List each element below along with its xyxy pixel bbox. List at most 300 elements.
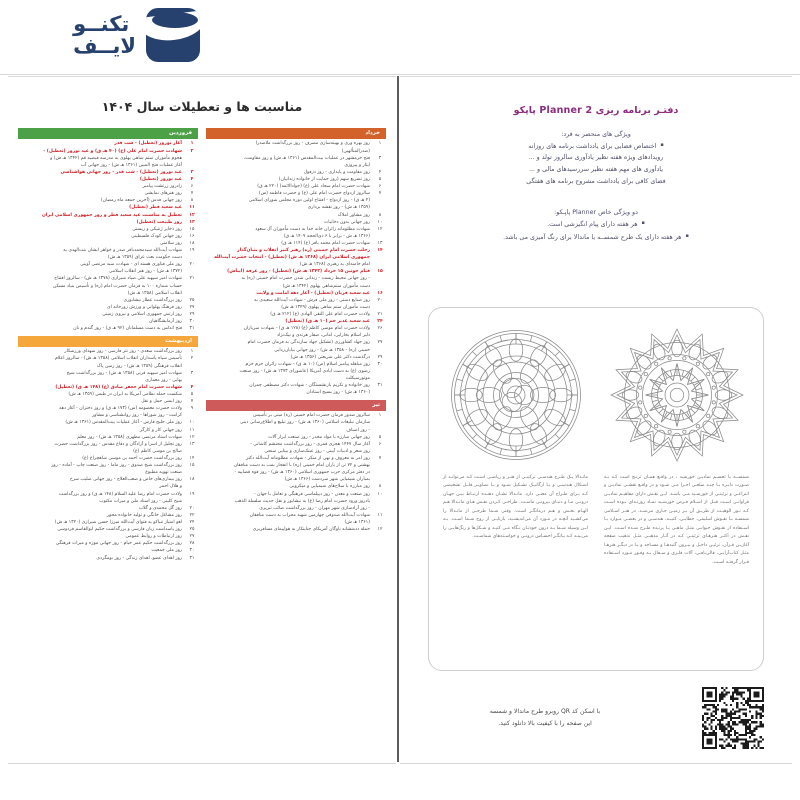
mandala-art-icon — [441, 320, 591, 470]
calendar-event — [206, 262, 386, 269]
calendar-event — [18, 213, 198, 220]
event-day: ۱۲ — [377, 226, 383, 232]
calendar-event — [206, 513, 386, 520]
event-day: ۶ — [378, 184, 382, 190]
event-day: ۱ — [378, 141, 382, 147]
calendar-event — [206, 376, 386, 383]
calendar-event — [206, 184, 386, 191]
event-text: حمله ددمنشانه ناوگان آمریکای جنایتکار به هواپیمای مسافربری — [252, 527, 370, 533]
calendar-event — [206, 449, 386, 456]
event-text: روز بزرگداشت سعدی - روز نثر فارسی - روز شهدای ورزشکار — [64, 349, 182, 355]
event-text: روز ملی خلیج فارس - آغاز عملیات بیت‌المقدس (۱۳۶۱ هـ ش) — [65, 420, 182, 426]
event-text: بهشتی و ۷۲ تن از یاران امام خمینی (ره) با انفجار بمب به دست منافقان — [233, 463, 370, 469]
event-day: ۲۷ — [189, 304, 195, 310]
calendar-event — [206, 484, 386, 491]
event-text: بهایی - روز معماری — [145, 377, 182, 383]
feature-item: رویدادهای ویژه هفته نظیر یادآوری سالروز تولد و ... — [528, 154, 664, 162]
event-text: شهادت امیر سپهبد علی صیاد شیرازی (۱۳۷۸ هـ ش) - سالروز افتتاح — [54, 276, 182, 282]
event-day: ۱۰ — [377, 491, 383, 497]
qr-code[interactable] — [702, 687, 764, 749]
month-header-2: خرداد — [206, 128, 386, 139]
calendar-event — [18, 449, 198, 456]
calendar-event — [18, 420, 198, 427]
event-text: روز جهانی کار و کارگر — [139, 427, 182, 433]
event-text: شهادت آیت‌الله سیدمحمدباقر صدر و خواهر ایشان بنت‌الهدی به — [63, 248, 182, 254]
event-text: - روز اصناف — [346, 427, 370, 433]
event-text: انقلاب فرهنگی (۱۳۵۹ هـ ش) - روز زمین پاک — [96, 363, 182, 369]
calendar-event — [206, 156, 386, 163]
event-day: ۲۲ — [189, 512, 195, 518]
event-text: روز مقاومت و پایداری - روز دزفول — [303, 169, 370, 175]
calendar-event — [18, 220, 198, 227]
calendar-event — [206, 369, 386, 376]
event-text: روز گل محمدی و گلاب — [138, 505, 182, 511]
calendar-event — [18, 356, 198, 363]
calendar-event — [206, 191, 386, 198]
calendar-event — [18, 291, 198, 298]
event-text: روز بهره وری و بهینه‌سازی مصرف - روز بزرگداشت ملاصدرا — [255, 141, 370, 147]
event-day: ۱۹ — [189, 491, 195, 497]
event-text: (۱۳۶۶ هـ ش - برابر با ۶ ذی‌الحجه ۱۴۰۷ هـ ق) — [283, 233, 370, 239]
event-day: ۲۷ — [189, 534, 195, 540]
calendar-event — [18, 312, 198, 319]
event-text: آغاز عملیات فتح المبین (۱۳۶۱ هـ ش) - روز جهانی آب — [80, 162, 182, 168]
event-text: روز بیماری‌های خاص و صعب‌العلاج - روز جهانی صلیب سرخ — [69, 477, 182, 483]
event-day: ۳۱ — [189, 326, 195, 332]
calendar-event — [206, 312, 386, 319]
special-item: ▪هر هفته دارای یک طرح شمســه یا ماندالا برای رنگ آمیزی می باشد. — [424, 232, 768, 244]
calendar-event — [18, 141, 198, 148]
event-text: روز بزرگداشت حکیم عمر خیام - روز جهانی موزه و میراث فرهنگی — [55, 541, 182, 547]
calendar-column-2 — [206, 125, 386, 757]
calendar-event — [18, 255, 198, 262]
event-text: انقلاب اسلامی (۱۳۵۸ هـ ش) — [127, 290, 182, 296]
event-text: جمهوری اسلامی ایران (۱۳۶۸ هـ ش) (تعطیل) - انتخاب حضرت آیت‌الله — [214, 255, 370, 261]
calendar-event — [18, 527, 198, 534]
event-text: روز طبیعت (تعطیل) — [136, 219, 182, 225]
calendar-event — [206, 492, 386, 499]
mandala-caption: مانـدالا یـک طـرح هندسـی ترکیبـی از هنـر و ریاضـی اسـت کـه می‌توانـد از اشـکال هندسـی و یـا ارگانیـک تشـکیل شـود و یـا تصاویـر قابـل تشخیصی کـه بـرای طـراح آن معنـی دارد. مانـدالا نشـان دهنـده ارتبـاط بیـن جهـان درونـی مـا و دنیـای بیرونـی ماسـت. طراحـی کـردن نقـش هـای مانـدالا هـم الهـام بخـش و هـم درمانگـر اسـت. وقتی شـما طرحـی از مانـدالا را می‌کشـید آنچـه در مـورد آن می‌اندیشـید، بازتابـی از روح شـما اسـت. بـه ایـن وسیله شـما بـه درون خودتـان نـگاه مـی کنیـد و شـکل‌ها و رنگ‌هایـی را می‌بینـد کـه بیانگـر احسـاس درونـی و خواسـته‌های شماسـت. — [443, 475, 588, 540]
event-text: (صدرالمتألهین) — [341, 148, 370, 154]
calendar-event — [18, 541, 198, 548]
header-divider — [0, 74, 800, 75]
calendar-event — [18, 428, 198, 435]
event-day: ۱۶ — [189, 233, 195, 239]
event-day: ۱۶ — [377, 290, 383, 296]
event-text: سالروز ازدواج حضرت امام علی (ع) و حضرت فاطمه (س) — [258, 191, 370, 197]
event-text: شهادت حضرت امام محمد باقر (ع) (۱۱۴ هـ ق) — [281, 240, 370, 246]
event-text: روز تجلیل از اسرا و آزادگان و دفاع مقدس - روز بزرگداشت حضرت — [54, 441, 182, 447]
event-day: ۲۴ — [377, 319, 383, 325]
calendar-event — [206, 428, 386, 435]
calendar-event — [18, 326, 198, 333]
event-day: ۳۰ — [189, 548, 195, 554]
event-text: روز فرهنگ پهلوانی و ورزش زورخانه ای — [107, 304, 182, 310]
event-text: روز بزرگداشت حضرت احمد بن موسی شاهچراغ (ع) — [82, 456, 182, 462]
event-text: روز جهانی بدون دخانیات — [324, 219, 370, 225]
calendar-event — [18, 276, 198, 283]
bullet-icon — [682, 232, 689, 244]
event-text: (۱۳۷۲ هـ ش) - روز هنر انقلاب اسلامی — [108, 269, 182, 275]
event-day: ۷ — [190, 191, 194, 197]
event-text: شهادت امیر سپهبد قرنی (۱۳۵۸ هـ ش) - روز بزرگداشت شیخ — [66, 370, 182, 376]
calendar-event — [18, 406, 198, 413]
calendar-event — [18, 262, 198, 269]
calendar-event — [18, 205, 198, 212]
event-day: ۱۰ — [377, 219, 383, 225]
event-text: ایثار و پیروزی — [344, 162, 370, 168]
event-day: ۱۳ — [377, 240, 383, 246]
event-text: روز اهدای عضو، اهدای زندگی - روز بومگردی — [96, 555, 182, 561]
event-text: روز آزمایشگاهیان — [148, 319, 182, 325]
calendar-event — [18, 156, 198, 163]
event-text: - روز جهانی محیط زیست - زندانی شدن حضرت امام خمینی (ره) به — [241, 276, 370, 282]
page-header — [0, 0, 800, 75]
event-text: روز مشاغل خانگی و تولید خانواده محور — [106, 512, 182, 518]
event-day: ۱ — [190, 349, 194, 355]
event-day: ۲۰ — [189, 262, 195, 268]
event-text: ولادت حضرت امام علی النقی الهادی (ع) (۲۱۲ هـ ق) — [270, 312, 370, 318]
artwork-card — [428, 307, 764, 671]
calendar-event — [18, 456, 198, 463]
event-text: شکست حمله نظامی آمریکا به ایران در طبس (۱۳۵۹ هـ ش) — [68, 392, 182, 398]
event-text: روز صنایع دستی - روز ملی فرش - شهادت آیت‌الله سعیدی به — [254, 297, 370, 303]
calendar-event — [206, 420, 386, 427]
calendar-event — [18, 284, 198, 291]
calendar-event — [18, 149, 198, 156]
calendar-event — [18, 177, 198, 184]
event-text: روز جهانی مبارزه با مواد مخدر - روز صنعت ابزار آلات — [268, 434, 370, 440]
calendar-event — [206, 163, 386, 170]
planner-title: دفتـر برنامه ریزی Planner 2 پاپکو — [513, 105, 679, 116]
event-text: صنعت تهویه مطبوع — [145, 470, 182, 476]
event-day: ۶ — [190, 184, 194, 190]
calendar-event — [206, 241, 386, 248]
event-text: هجوم مأموران ستم شاهی پهلوی به مدرسه فیضیه قم (۱۳۴۲ هـ ش) و — [50, 155, 182, 161]
event-day: ۳۱ — [377, 383, 383, 389]
calendar-event — [18, 248, 198, 255]
event-day: ۲۹ — [189, 312, 195, 318]
brand-logo[interactable] — [73, 8, 200, 62]
event-text: عید نوروز (تعطیل) — [139, 176, 182, 182]
event-day: ۱۸ — [189, 240, 195, 246]
event-text: (۱۳۶۰ هـ ش) - روز بسیج استادان — [306, 390, 370, 396]
event-day: ۴ — [190, 384, 194, 390]
event-day: ۱۸ — [189, 477, 195, 483]
event-text: ولادت حضرت معصومه (س) (۱۷۳ هـ ق) و روز دختران - آغاز دهه — [59, 406, 182, 412]
event-day: ۱۹ — [189, 248, 195, 254]
planner-specials — [424, 207, 768, 244]
event-text: روز سلامتی — [159, 240, 182, 246]
calendar-event — [18, 305, 198, 312]
event-text: روز تسریع سهم (روز حمایت از خانواده زندانیان) — [278, 176, 370, 182]
calendar-event — [18, 163, 198, 170]
special-item: ▪هر هفته دارای پیام انگیزشی است. — [424, 219, 768, 231]
event-text: فتح اندلس به دست مسلمانان (۹۲ هـ ق) - روز گندم و نان — [73, 326, 182, 332]
event-text: لغو امتیاز تنباکو به فتوای آیت‌الله میرزا حسن شیرازی (۱۳۲۰ هـ ش) — [54, 520, 182, 525]
event-day: ۱۳ — [189, 441, 195, 447]
event-day: ۴ — [190, 176, 194, 182]
features-label: ویژگی های منحصر به فرد: — [561, 131, 631, 138]
calendar-event — [206, 291, 386, 298]
event-text: زادروز زرتشت پیامبر — [142, 184, 182, 190]
calendar-column-1 — [18, 125, 198, 757]
event-text: سالروز صدور فرمان حضرت امام خمینی (ره) مبنی بر تأسیس — [253, 413, 370, 419]
calendar-event — [206, 255, 386, 262]
techno-life-logo-icon — [146, 8, 200, 62]
event-day: ۲۸ — [189, 541, 195, 547]
calendar-event — [18, 378, 198, 385]
calendar-title: مناسبت ها و تعطیلات سال ۱۴۰۴ — [101, 99, 303, 114]
event-text: در دفتر مرکزی حزب جمهوری اسلامی (۱۳۶۰ هـ ش) - روز قوه قضاییه - — [234, 470, 370, 476]
brand-name-line2: لایــف — [73, 34, 136, 58]
month-header-1: اردیبهشت — [18, 336, 198, 347]
event-text: (۱۳۵۹ هـ ش) - روز نقشه برداری — [307, 205, 370, 211]
event-day: ۵ — [190, 392, 194, 398]
event-day: ۸ — [190, 198, 194, 204]
event-text: شهادت حضرت امام جعفر صادق (ع) (۱۴۸ هـ ق) (تعطیل) — [55, 384, 182, 390]
event-day: ۸ — [378, 484, 382, 490]
calendar-event — [206, 463, 386, 470]
qr-line-2: این صفحه را با کیفیت بالا دانلود کنید. — [498, 720, 592, 727]
event-day: ۶ — [378, 441, 382, 447]
event-day: ۱۴ — [189, 456, 195, 462]
calendar-event — [206, 227, 386, 234]
event-text: سازمان تبلیغات اسلامی (۱۳۶۰ هـ ش) - روز تبلیغ و اطلاع‌رسانی دینی — [239, 420, 370, 426]
specials-label: دو ویژگی خاص Planner پاپـکو: — [554, 209, 638, 216]
event-day: ۱۴ — [377, 248, 383, 254]
event-day: ۳۱ — [189, 555, 195, 561]
calendar-event — [18, 477, 198, 484]
event-day: ۲۷ — [377, 340, 383, 346]
month-header-0: فروردین — [18, 128, 198, 139]
calendar-event — [18, 499, 198, 506]
event-day: ۲۰ — [189, 505, 195, 511]
event-day: ۲۱ — [189, 276, 195, 282]
event-text: (۲ هـ ق) - روز ازدواج - افتتاح اولین دوره مجلس شورای اسلامی — [248, 198, 370, 204]
calendar-event — [18, 534, 198, 541]
calendar-event — [206, 470, 386, 477]
brand-wordmark — [73, 13, 136, 57]
calendar-event — [206, 149, 386, 156]
event-day: ۱۱ — [377, 512, 383, 518]
calendar-event — [206, 348, 386, 355]
event-day: ۷ — [190, 399, 194, 405]
planner-features — [424, 129, 768, 187]
event-text: دلیر اسلام بخارایی، امانی، صفار هرندی و نیک‌نژاد — [276, 333, 370, 339]
calendar-event — [18, 442, 198, 449]
shamseh-mandala-art-icon — [602, 320, 752, 470]
event-text: رضوی (ع) به دست ایادی آمریکا (عاشورای ۱۳۷۳ هـ ش) - روز صنعت — [239, 368, 370, 374]
feature-item: یادآوری های مهم هفته نظیر سررسیدهای مالی و ... — [529, 165, 663, 173]
calendar-event — [206, 362, 386, 369]
event-day: ۱۱ — [189, 205, 195, 211]
calendar-event — [18, 184, 198, 191]
calendar-event — [18, 548, 198, 555]
calendar-event — [18, 492, 198, 499]
calendar-event — [18, 513, 198, 520]
event-text: روز امر به معروف و نهی از منکر - شهادت مظلومانه آیت‌الله دکتر — [246, 456, 370, 462]
event-text: کرامت - روز شوراها - روز روانشناسی و مشاور — [91, 413, 182, 419]
calendar-sheet — [8, 76, 396, 764]
calendar-event — [206, 319, 386, 326]
calendar-event — [18, 435, 198, 442]
event-text: روز ارتش جمهوری اسلامی و نیروی زمینی — [102, 312, 182, 318]
event-text: یادروز ورود حضرت امام رضا (ع) به نیشابور و نقل حدیث سلسلة الذهب — [234, 498, 370, 504]
event-text: تأسیس سپاه پاسداران انقلاب اسلامی (۱۳۵۸ هـ ش) - سالروز اعلام — [54, 356, 182, 362]
event-day: ۲۶ — [377, 326, 383, 332]
event-text: روز هنرهای نمایشی — [144, 191, 182, 197]
calendar-event — [206, 198, 386, 205]
event-text: بمباران شیمیایی شهر سردشت (۱۳۶۶ هـ ش) — [284, 477, 370, 483]
calendar-event — [206, 298, 386, 305]
calendar-event — [206, 213, 386, 220]
event-day: ۲۴ — [189, 520, 195, 525]
shamseh-caption: شمســه یا تجسـم نمادیـن خورشید ، در واقـع همـان ترنـج است کـه بـه صـورت دایـره یـا چنـد ضلعـی اجـرا مـی شـود و در واقـع نقشـی نمادیـن و انتزاعـی و تزئینـی از خورشـید مـی باشـد. ایـن نقـش دارای مفاهیـم نمادیـن فراوانـی اسـت قبـل از اسـلام قـرص خورشـید نمـاد روزنـه‌ای بـوده اسـت کـه نـور الوهیـت از طریـق آن بـر زمیـن جـاری می‌شـد. در هنـر اسـلامی شمسـه بـا نقـوش اسلیمی، خطایـی، کتیبـه، هندسـی و در بعضـی مـوارد بـا اسـتفاده از نقـوش حیوانـی مثـل ماهـی یـا پرنـده طـرح شـده اسـت. ایـن نقـش در اکثـر هنرهـای تزئینـی کـه در آثـار مذهبـی مثـل تذهیب صفحه آغازیـن قـرآن، تزئیـن داخـل و بیـرون گنبدهـا و مسـاجد و یـا در دیگـر هنرهـا مثـل کتاب‌آرایـی، قالی‌بافـی، آلات فلـزی و سـفال بـه وفـور مـورد اسـتفاده قـرار گرفتـه اسـت. — [604, 475, 749, 565]
event-day: ۱ — [190, 141, 194, 147]
qr-line-1: با اسکن کد QR روبرو طرح ماندالا و شمسه — [489, 707, 601, 715]
event-text: روز ملی جمعیت — [151, 548, 182, 554]
event-day: ۱۲ — [377, 527, 383, 533]
artwork-panel-shamseh — [604, 320, 749, 660]
event-day: ۳ — [190, 370, 194, 376]
event-day: ۱۱ — [189, 427, 195, 433]
planner-sheet — [400, 76, 792, 764]
event-text: عید سعید قربان (تعطیل) - آغاز دهه امامت و ولایت — [256, 290, 370, 296]
month-header-3: تیر — [206, 400, 386, 411]
calendar-event — [206, 305, 386, 312]
event-text: و هلال احمر — [159, 484, 182, 490]
calendar-event — [206, 170, 386, 177]
page-divider — [397, 76, 399, 762]
calendar-event — [206, 499, 386, 506]
event-day: ۳۰ — [189, 319, 195, 325]
calendar-event — [18, 506, 198, 513]
calendar-columns — [18, 125, 386, 757]
event-day: ۱۲ — [189, 212, 195, 218]
event-day: ۲۵ — [189, 297, 195, 303]
event-day: ۳۰ — [377, 361, 383, 367]
calendar-event — [206, 205, 386, 212]
event-text: عید سعید فطر (تعطیل) — [129, 205, 182, 211]
calendar-event — [206, 390, 386, 397]
brand-name-line1: تکنــو — [73, 11, 130, 36]
calendar-event — [206, 234, 386, 241]
event-text: رحلت حضرت امام خمینی (ره) رهبر کبیر انقلاب و بنیان‌گذار — [237, 248, 370, 254]
event-text: روز شعر و ادبیات آیینی - روز عینک‌سازی و بینایی سنجی — [264, 448, 370, 454]
calendar-event — [18, 234, 198, 241]
bullet-icon — [638, 219, 645, 231]
event-day: ۲۵ — [189, 527, 195, 533]
event-day: ۵ — [378, 434, 382, 440]
event-text: امام خامنه‌ای به رهبری (۱۳۶۸ هـ ش) — [299, 262, 370, 268]
event-text: شیخ کلینی - روز اسناد ملی و میراث مکتوب — [99, 498, 182, 504]
calendar-event — [206, 506, 386, 513]
calendar-event — [206, 340, 386, 347]
event-text: روز ملی فناوری هسته ای - شهادت سید مرتضی آوینی — [80, 262, 182, 268]
calendar-event — [18, 298, 198, 305]
event-text: موتورسیکلت — [345, 376, 370, 382]
calendar-event — [18, 371, 198, 378]
event-text: روز بزرگداشت شیخ صدوق - روز ماما - روز صنعت چاپ - آماده - روز — [51, 463, 182, 469]
calendar-event — [206, 177, 386, 184]
event-text: قیام خونین ۱۵ خرداد (۱۳۴۲ هـ ش) (تعطیل) - روز عرفه (ایباش) — [227, 269, 370, 275]
event-text: آغاز نوروز (تعطیل) - شب قدر — [114, 141, 182, 147]
event-text: دست مأموران ستم‌شاهی پهلوی (۱۳۴۲ هـ ش) — [282, 283, 370, 289]
event-text: ولادت حضرت امام موسی کاظم (ع) (۱۲۸ هـ ق) - شهادت سربازان — [243, 326, 370, 332]
event-day: ۱۵ — [189, 226, 195, 232]
event-day: ۱۳ — [189, 219, 195, 225]
calendar-event — [18, 520, 198, 527]
event-day: ۸ — [378, 212, 382, 218]
event-text: روز پاسداشت زبان فارسی و بزرگداشت حکیم ابوالقاسم فردوسی — [57, 527, 182, 533]
event-day: ۹ — [190, 406, 194, 412]
event-day: ۱۵ — [189, 463, 195, 469]
calendar-event — [206, 456, 386, 463]
event-text: روز جهانی قدس (آخرین جمعه ماه رمضان) — [100, 198, 182, 204]
event-text: (۱۳۶۱ هـ ش) — [344, 520, 370, 525]
event-text: شهادت استاد مرتضی مطهری (۱۳۵۸ هـ ش) - روز معلم — [77, 434, 182, 440]
event-day: ۱۲ — [189, 434, 195, 440]
event-day: ۷ — [378, 191, 382, 197]
event-text: روز ایمنی حمل و نقل — [141, 399, 182, 405]
feature-item: ▪اختصاص فضایی برای یادداشت برنامه های روزانه — [424, 141, 768, 153]
event-text: دست مأموران ستم شاهی پهلوی (۱۳۴۹ هـ ش) — [281, 304, 370, 310]
event-text: عید نوروز (تعطیل) - شب قدر - روز جهانی هواشناسی — [60, 169, 182, 175]
event-text: صالح بن موسی کاظم (ع) — [133, 448, 182, 454]
calendar-event — [206, 284, 386, 291]
event-day: ۵ — [378, 176, 382, 182]
calendar-event — [206, 520, 386, 527]
bullet-icon — [656, 141, 663, 153]
event-day: ۴ — [378, 169, 382, 175]
calendar-event — [18, 470, 198, 477]
event-text: شهادت آیت‌الله صدوقی چهارمین شهید محراب به دست منافقان — [249, 512, 370, 518]
event-text: فتح خرمشهر در عملیات بیت‌المقدس (۱۳۶۱ هـ ش) و روز مقاومت، — [243, 155, 370, 161]
event-text: شهادت حضرت امام سجاد علی (ع) (جوادالائمه) (۲۲۰ هـ ق) — [257, 184, 370, 190]
event-text: آغاز سال ۱۴۴۷ هجری قمری - روز بزرگداشت محتشم کاشانی - — [250, 441, 370, 447]
calendar-event — [18, 198, 198, 205]
event-text: عید سعید غدیر خم (۱۰ هـ ق) (تعطیل) — [285, 319, 370, 325]
event-day: ۲۱ — [377, 312, 383, 318]
calendar-event — [18, 364, 198, 371]
calendar-event — [206, 141, 386, 148]
event-text: درگذشت دکتر علی شریعتی (۱۳۵۶ هـ ش) — [290, 354, 370, 360]
calendar-event — [18, 319, 198, 326]
event-text: شهادت مظلومانه زائران خانه خدا به دست مأموران آل سعود — [255, 226, 370, 232]
calendar-event — [18, 385, 198, 392]
event-text: روز ذخایر ژنتیکی و زیستی — [132, 226, 182, 232]
event-text: خمینی (ره) - ۱۳۵۸ هـ ش) - روز جهانی بیابان‌زدایی — [274, 347, 370, 353]
event-text: روز خانواده و تکریم بازنشستگان - شهادت دکتر مصطفی چمران — [249, 383, 370, 389]
event-text: روز مباهله پیامبر اسلام (ص) (۱۰ هـ ق) - شهادت زائران حرم خرم — [245, 361, 370, 367]
event-day: ۷ — [378, 456, 382, 462]
calendar-event — [206, 326, 386, 333]
event-day: ۱۰ — [189, 420, 195, 426]
calendar-event — [206, 220, 386, 227]
calendar-event — [206, 276, 386, 283]
calendar-event — [18, 392, 198, 399]
artwork-panel-mandala — [443, 320, 588, 660]
event-day: ۲ — [190, 148, 194, 154]
calendar-event — [18, 463, 198, 470]
event-text: روز جهانی کودک فلسطینی — [131, 233, 182, 239]
qr-instructions — [428, 706, 702, 730]
calendar-event — [206, 355, 386, 362]
calendar-event — [18, 484, 198, 491]
event-day: ۲۹ — [377, 354, 383, 360]
event-day: ۳ — [378, 155, 382, 161]
